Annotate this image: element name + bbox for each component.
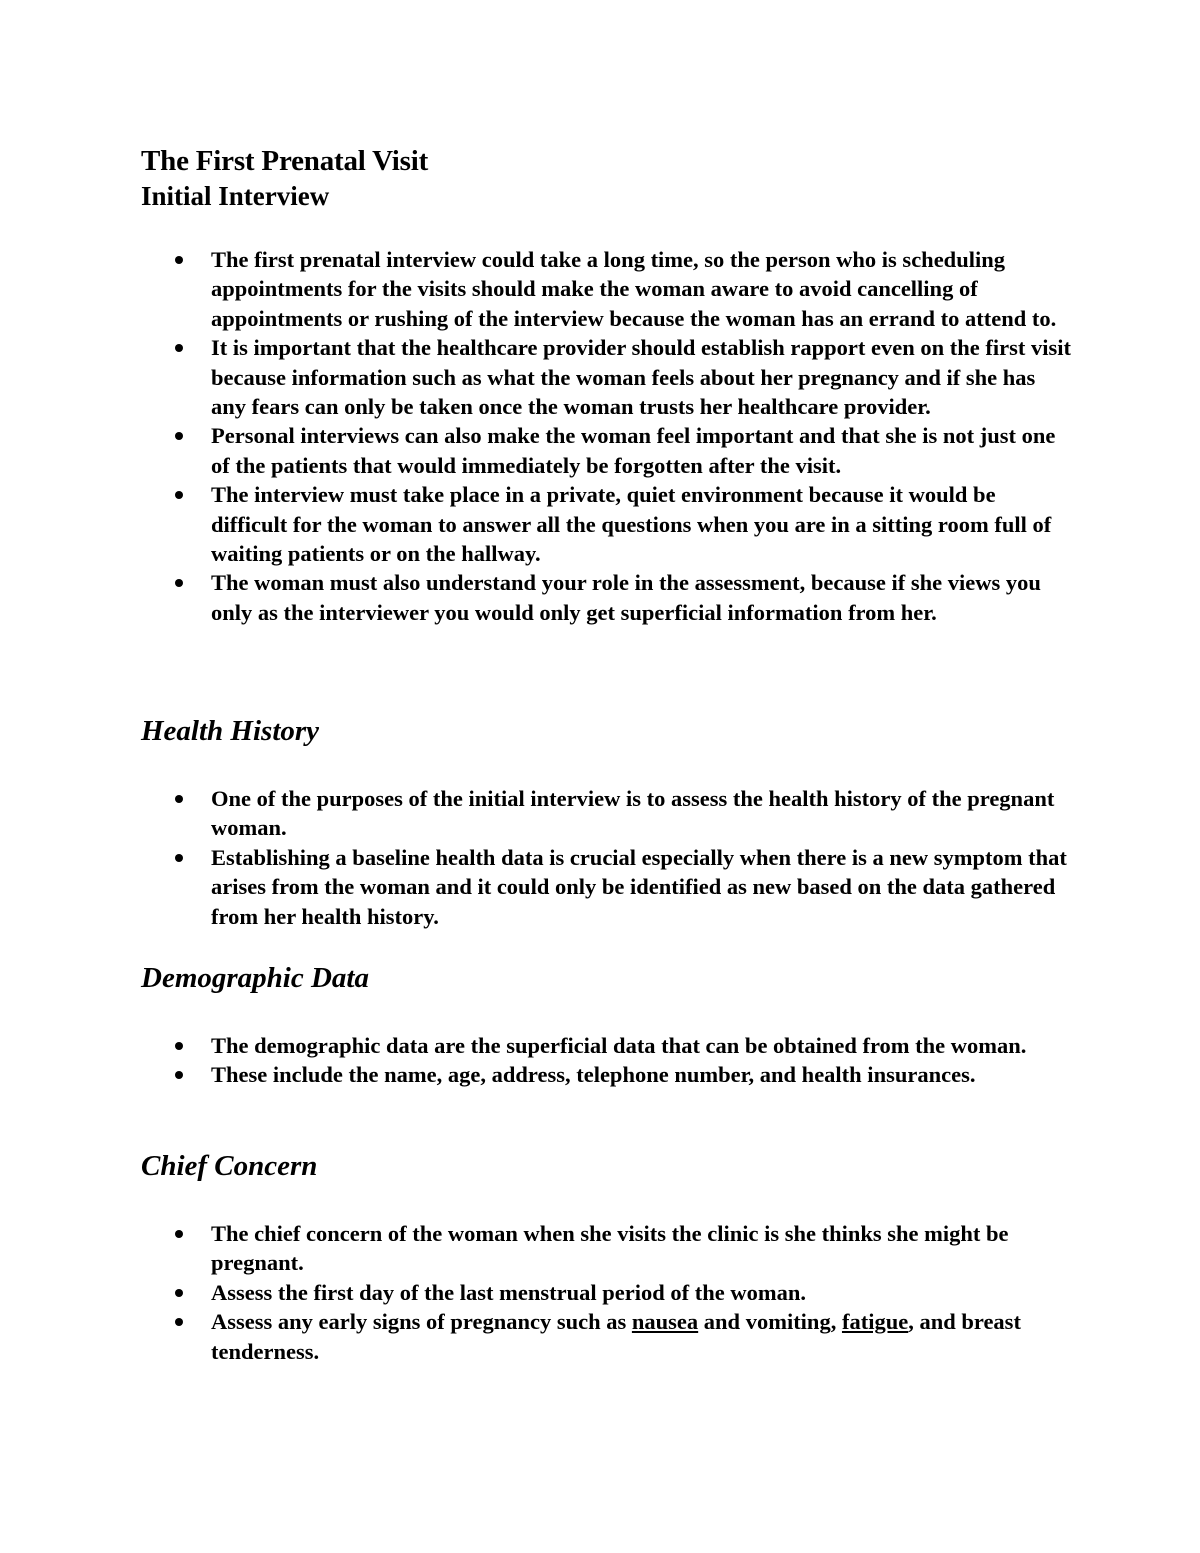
list-item-text: Establishing a baseline health data is crucial especially when there is a new symptom that arises from the woman and it could only be identified as new based on the data gathered from her health history. <box>211 844 1067 929</box>
fatigue-link[interactable]: fatigue <box>841 1309 909 1335</box>
list-item-text: Personal interviews can also make the woman feel important and that she is not just one of the patients that would immediately be forgotten after the visit. <box>211 423 1056 478</box>
list-item-text: One of the purposes of the initial interview is to assess the health history of the pregnant woman. <box>211 786 1055 841</box>
list-item <box>0 480 1071 568</box>
bullet-icon <box>175 344 183 352</box>
section-heading-health-history: Health History <box>141 715 320 747</box>
list-item-text: The first prenatal interview could take a long time, so the person who is scheduling appointments for the visits should make the woman aware to avoid cancelling of appointments or rushing of the interview because the woman has an errand to attend to. <box>211 247 1057 331</box>
bullet-icon <box>175 795 183 803</box>
list-item <box>0 421 1071 480</box>
list-item <box>0 1060 1071 1089</box>
list-item <box>0 784 1071 843</box>
bullet-icon <box>175 1289 183 1297</box>
list-item-text: It is important that the healthcare provider should establish rapport even on the first visit because information such as what the woman feels about her pregnancy and if she has any fears can only be taken once the woman trusts her healthcare provider. <box>211 335 1072 420</box>
bullet-icon <box>175 579 183 587</box>
list-item <box>0 333 1071 421</box>
list-item-text: The demographic data are the superficial data that can be obtained from the woman. <box>211 1033 1027 1058</box>
demographic-data-list <box>0 1031 1200 1090</box>
document-title: The First Prenatal Visit <box>141 145 429 177</box>
section-heading-chief-concern: Chief Concern <box>141 1150 318 1182</box>
list-item-text: The woman must also understand your role in the assessment, because if she views you only as the interviewer you would only get superficial information from her. <box>211 570 1041 625</box>
chief-concern-list <box>0 1219 1200 1366</box>
list-item <box>0 843 1071 931</box>
bullet-icon <box>175 1230 183 1238</box>
list-item <box>0 568 1071 627</box>
list-item <box>0 1031 1071 1060</box>
list-item-text: The chief concern of the woman when she visits the clinic is she thinks she might be pregnant. <box>211 1221 1009 1276</box>
bullet-icon <box>175 1318 183 1326</box>
list-item <box>0 245 1071 333</box>
initial-interview-list <box>0 245 1200 627</box>
list-item-text: The interview must take place in a private, quiet environment because it would be difficult for the woman to answer all the questions when you are in a sitting room full of waiting patients or on the hallway. <box>211 482 1052 567</box>
bullet-icon <box>175 1071 183 1079</box>
section-heading-demographic-data: Demographic Data <box>141 962 369 994</box>
list-item <box>0 1219 1071 1278</box>
list-item <box>0 1307 1071 1366</box>
bullet-icon <box>175 432 183 440</box>
list-item-text-middle: and vomiting, <box>698 1309 842 1335</box>
list-item-text: Assess the first day of the last menstrual period of the woman. <box>211 1279 806 1305</box>
health-history-list <box>0 784 1200 931</box>
list-item-text-after: , and breast tenderness. <box>211 1309 1021 1364</box>
bullet-icon <box>175 256 183 264</box>
list-item-text: These include the name, age, address, telephone number, and health insurances. <box>211 1062 976 1088</box>
nausea-link[interactable]: nausea <box>631 1309 699 1335</box>
section-heading-initial-interview: Initial Interview <box>141 181 330 211</box>
bullet-icon <box>175 854 183 862</box>
title-block <box>141 143 428 213</box>
list-item-text-before: Assess any early signs of pregnancy such as <box>211 1309 632 1335</box>
bullet-icon <box>175 491 183 499</box>
bullet-icon <box>175 1042 183 1050</box>
list-item <box>0 1278 1071 1307</box>
